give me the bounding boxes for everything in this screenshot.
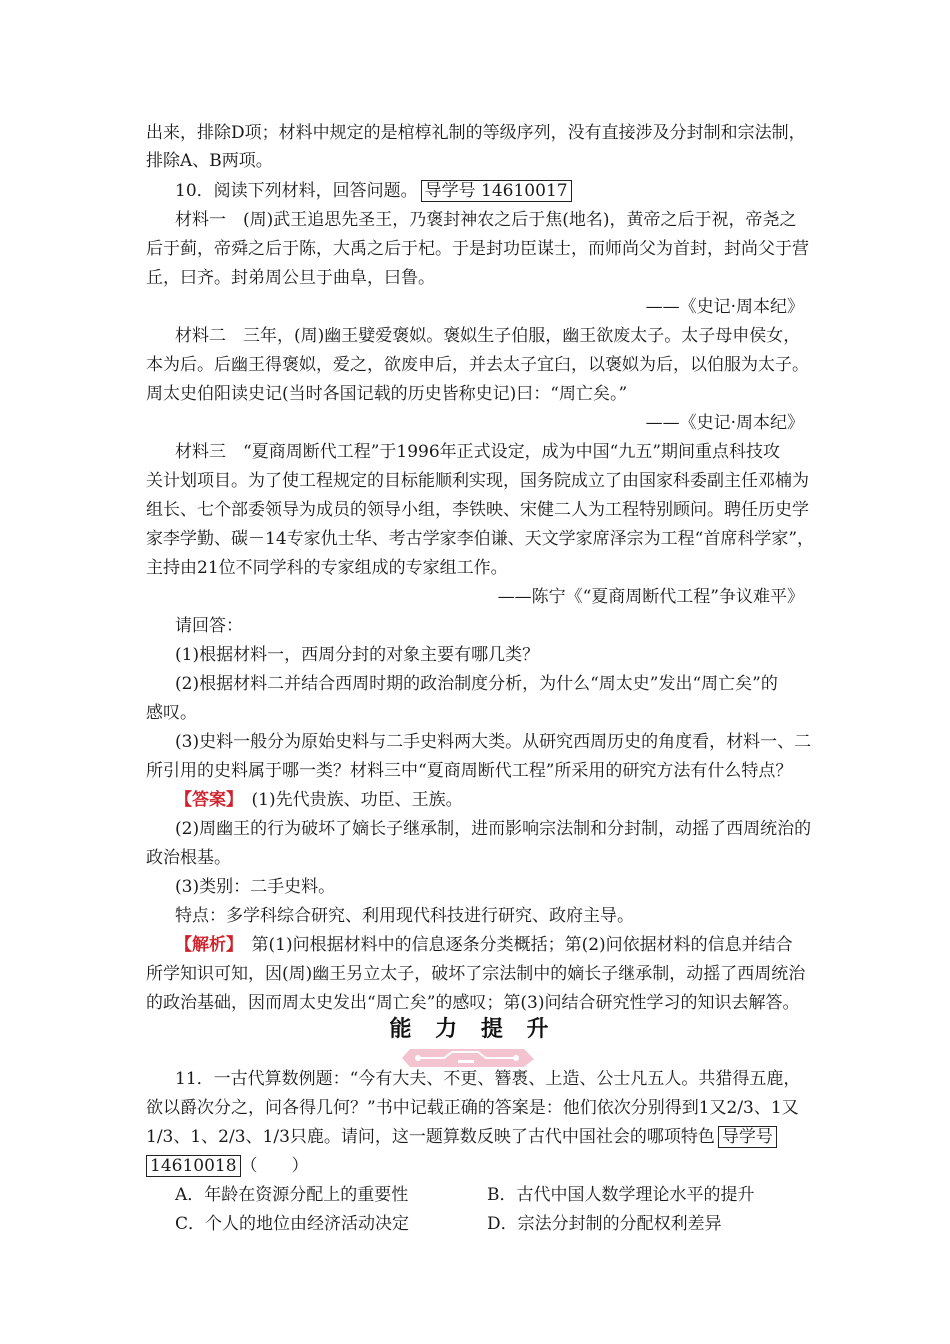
ask-label: 请回答： <box>175 616 243 636</box>
q9-tail-line-1: 出来，排除D项；材料中规定的是棺椁礼制的等级序列，没有直接涉及分封制和宗法制， <box>146 123 806 143</box>
material-2-line-2: 本为后。后幽王得褒姒，爱之，欲废申后，并去太子宜臼，以褒姒为后，以伯服为太子。 <box>146 355 809 375</box>
question-3-line-1: (3)史料一般分为原始史料与二手史料两大类。从研究西周历史的角度看，材料一、二 <box>175 732 812 752</box>
answer-2-line-1: (2)周幽王的行为破坏了嫡长子继承制，进而影响宗法制和分封制，动摇了西周统治的 <box>175 819 812 839</box>
analysis-line-2: 所学知识可知，因(周)幽王另立太子，破坏了宗法制中的嫡长子继承制，动摇了西周统治 <box>146 964 806 984</box>
material-3-line-1: 材料三 “夏商周断代工程”于1996年正式设定，成为中国“九五”期间重点科技攻 <box>175 442 781 462</box>
answer-tag: 【答案】 <box>175 790 235 810</box>
option-c: C．个人的地位由经济活动决定 <box>175 1214 410 1234</box>
q11-line-3-text: 1/3、1、2/3、1/3只鹿。请问，这一题算数反映了古代中国社会的哪项特色 <box>146 1127 715 1147</box>
question-3-line-2: 所引用的史料属于哪一类？材料三中“夏商周断代工程”所采用的研究方法有什么特点？ <box>146 761 793 781</box>
option-d: D．宗法分封制的分配权利差异 <box>487 1214 722 1234</box>
analysis-line-3: 的政治基础，因而周太史发出“周亡矣”的感叹；第(3)问结合研究性学习的知识去解答。 <box>146 993 800 1013</box>
material-1-source: ——《史记·周本纪》 <box>645 297 804 317</box>
q11-line-1: 11．一古代算数例题：“今有大夫、不更、簪褭、上造、公士凡五人。共猎得五鹿， <box>175 1069 801 1089</box>
q9-tail-line-2: 排除A、B两项。 <box>146 151 273 171</box>
banner-decoration <box>348 1046 598 1070</box>
material-2-source: ——《史记·周本纪》 <box>645 413 804 433</box>
q11-line-2: 欲以爵次分之，问各得几何？”书中记载正确的答案是：他们依次分别得到1又2/3、1又 <box>146 1098 799 1118</box>
q11-ref-label: 导学号 <box>718 1126 777 1148</box>
analysis-text-1: 第(1)问根据材料中的信息逐条分类概括；第(2)问依据材料的信息并结合 <box>234 935 793 955</box>
material-3-line-3: 组长、七个部委领导为成员的领导小组，李铁映、宋健二人为工程特别顾问。聘任历史学 <box>146 500 809 520</box>
answer-2-line-2: 政治根基。 <box>146 848 231 868</box>
analysis-line-1 <box>175 934 793 956</box>
question-2-line-1: (2)根据材料二并结合西周时期的政治制度分析，为什么“周太史”发出“周亡矣”的 <box>175 674 778 694</box>
material-1-line-1: 材料一 (周)武王追思先圣王，乃褒封神农之后于焦(地名)，黄帝之后于祝，帝尧之 <box>175 210 797 230</box>
question-2-line-2: 感叹。 <box>146 703 197 723</box>
material-1-line-3: 丘，曰齐。封弟周公旦于曲阜，曰鲁。 <box>146 268 435 288</box>
answer-1: (1)先代贵族、功臣、王族。 <box>234 790 463 810</box>
material-1-line-2: 后于蓟，帝舜之后于陈，大禹之后于杞。于是封功臣谋士，而师尚父为首封，封尚父于营 <box>146 239 809 259</box>
answer-3-line-2: 特点：多学科综合研究、利用现代科技进行研究、政府主导。 <box>175 906 634 926</box>
q11-answer-blank: （ ） <box>240 1156 309 1176</box>
q10-intro <box>175 180 572 202</box>
q11-ref-number: 14610018 <box>146 1155 241 1177</box>
question-1: (1)根据材料一，西周分封的对象主要有哪几类？ <box>175 645 540 665</box>
q10-ref-number: 导学号 14610017 <box>421 180 572 202</box>
material-3-line-2: 关计划项目。为了使工程规定的目标能顺利实现，国务院成立了由国家科委副主任邓楠为 <box>146 471 809 491</box>
section-title: 能 力 提 升 <box>389 1017 557 1042</box>
material-2-line-1: 材料二 三年，(周)幽王嬖爱褒姒。褒姒生子伯服，幽王欲废太子。太子母申侯女， <box>175 326 801 346</box>
material-3-line-5: 主持由21位不同学科的专家组成的专家组工作。 <box>146 558 508 578</box>
q10-intro-text: 10．阅读下列材料，回答问题。 <box>175 181 418 201</box>
q11-line-3 <box>146 1126 777 1148</box>
option-b: B．古代中国人数学理论水平的提升 <box>487 1185 755 1205</box>
material-3-source: ——陈宁《“夏商周断代工程”争议难平》 <box>497 587 804 607</box>
option-a: A．年龄在资源分配上的重要性 <box>175 1185 409 1205</box>
q11-line-4 <box>146 1155 309 1177</box>
analysis-tag: 【解析】 <box>175 935 235 955</box>
material-3-line-4: 家李学勤、碳－14专家仇士华、考古学家李伯谦、天文学家席泽宗为工程“首席科学家”， <box>146 529 815 549</box>
answer-line-1 <box>175 789 463 811</box>
material-2-line-3: 周太史伯阳读史记(当时各国记载的历史皆称史记)曰：“周亡矣。” <box>146 384 628 404</box>
answer-3-line-1: (3)类别：二手史料。 <box>175 877 336 897</box>
section-banner <box>348 1016 598 1076</box>
